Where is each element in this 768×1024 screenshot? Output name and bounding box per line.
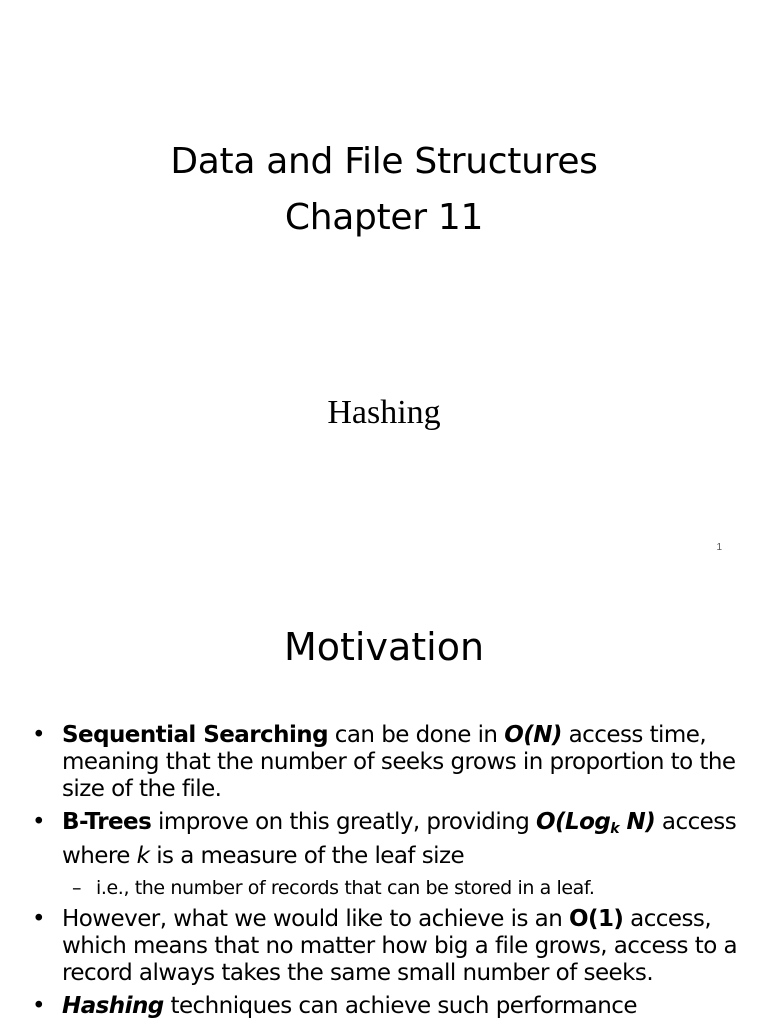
bullet-term: B-Trees — [62, 809, 152, 835]
bullet-b-trees — [32, 809, 744, 870]
sub-bullet-leaf-records — [32, 876, 744, 900]
bullet-marker: • — [32, 809, 46, 835]
bullet-marker: • — [32, 722, 46, 748]
bullet-term: Hashing — [62, 993, 164, 1019]
slide-title-line-1: Data and File Structures — [170, 141, 598, 182]
page-number: 1 — [716, 542, 722, 553]
bullet-text: access time, meaning that the number of seeks grows in proportion to the size of the file. — [62, 722, 736, 802]
slide-heading: Motivation — [283, 625, 485, 669]
bullet-constant-access — [32, 906, 744, 987]
sub-bullet-marker: – — [72, 877, 82, 899]
bullet-hashing — [32, 993, 744, 1020]
variable-k: k — [136, 843, 150, 869]
bullet-text: can be done in — [328, 722, 505, 748]
bullet-text: access where — [62, 809, 737, 869]
complexity-label: O(N) — [504, 722, 562, 748]
bullet-marker: • — [32, 993, 46, 1019]
slide-motivation — [0, 576, 768, 1024]
bullet-list — [32, 722, 744, 1024]
bullet-term: Sequential Searching — [62, 722, 329, 748]
sub-bullet-text: i.e., the number of records that can be stored in a leaf. — [96, 877, 595, 899]
bullet-text: However, what we would like to achieve is an — [62, 906, 570, 932]
complexity-subscript: k — [610, 821, 620, 837]
slide-title-line-2: Chapter 11 — [284, 197, 484, 238]
slide-subtitle: Hashing — [327, 394, 441, 431]
bullet-text: access, which means that no matter how big a file grows, access to a record always takes the same small number of seeks. — [62, 906, 738, 986]
bullet-text: improve on this greatly, providing — [151, 809, 537, 835]
complexity-label: O(1) — [569, 906, 624, 932]
bullet-text: techniques can achieve such performance — [163, 993, 637, 1019]
complexity-label: O(Log — [536, 809, 611, 835]
bullet-sequential-searching — [32, 722, 744, 803]
bullet-marker: • — [32, 906, 46, 932]
complexity-label-suffix: N) — [619, 809, 656, 835]
bullet-text: is a measure of the leaf size — [149, 843, 465, 869]
